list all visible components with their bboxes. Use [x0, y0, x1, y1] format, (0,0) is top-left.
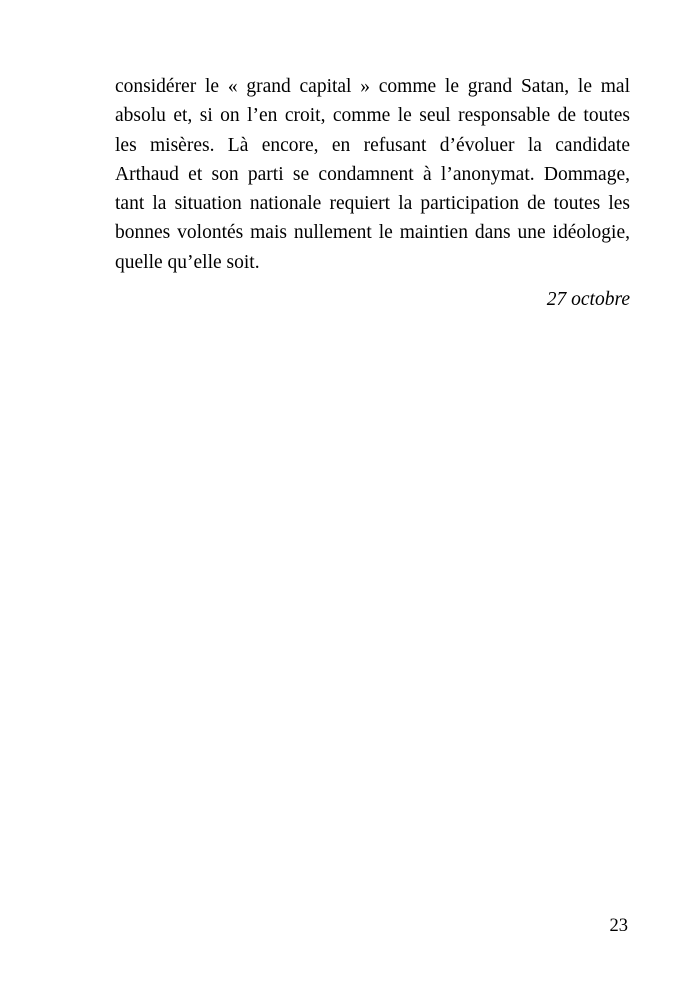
- text-line: les misères. Là encore, en refusant d’évoluer la candidate: [115, 134, 630, 156]
- text-line: Arthaud et son parti se condamnent à l’anonymat. Dommage,: [115, 163, 630, 185]
- text-line: absolu et, si on l’en croit, comme le seul responsable de toutes: [115, 105, 630, 127]
- text-line: bonnes volontés mais nullement le maintien dans une idéologie,: [115, 222, 630, 244]
- text-line: considérer le « grand capital » comme le grand Satan, le mal: [115, 76, 630, 97]
- text-line: tant la situation nationale requiert la participation de toutes les: [115, 193, 630, 215]
- body-paragraph: [115, 72, 630, 277]
- entry-date: 27 octobre: [546, 289, 630, 310]
- text-line: quelle qu’elle soit.: [115, 251, 260, 273]
- page-number: 23: [609, 916, 628, 936]
